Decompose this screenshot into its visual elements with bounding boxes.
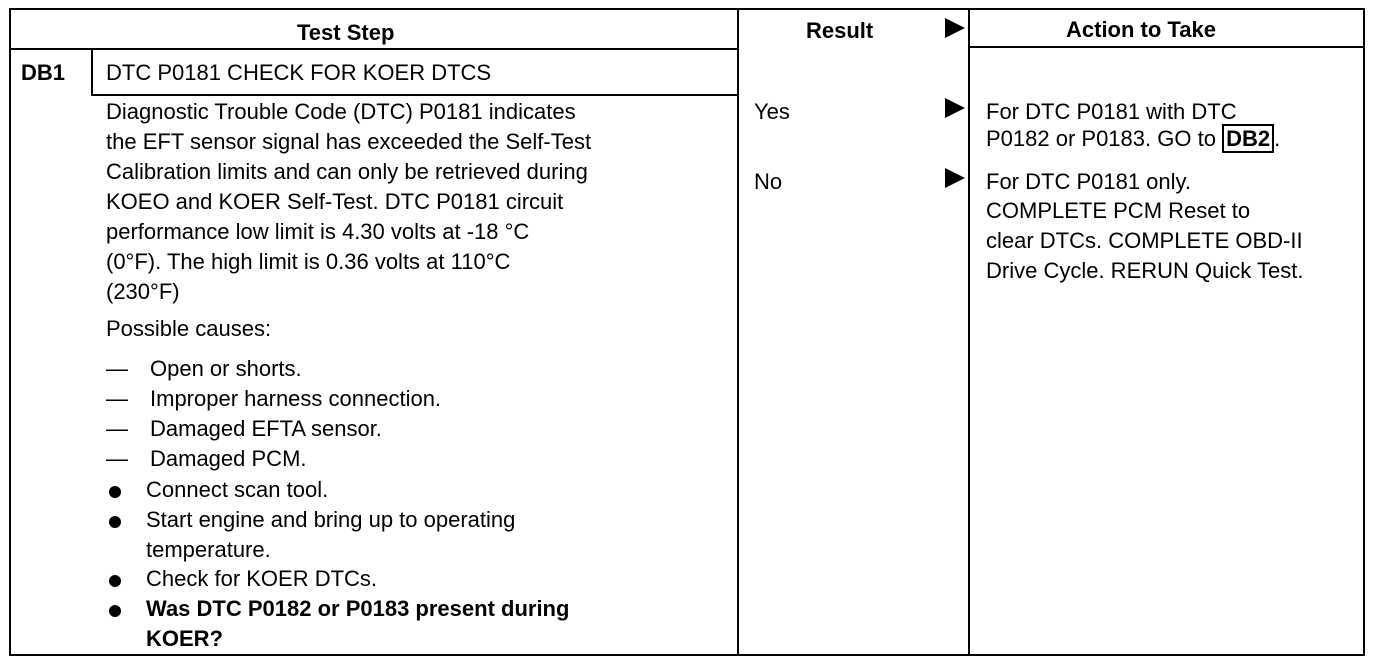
action-no-line: COMPLETE PCM Reset to — [986, 198, 1251, 223]
cause-item: Improper harness connection. — [150, 386, 442, 411]
bullet-icon — [109, 605, 121, 617]
header-divider-action — [969, 46, 1365, 48]
result-yes: Yes — [754, 99, 790, 124]
description-line: performance low limit is 4.30 volts at -18 °C — [106, 219, 530, 244]
cause-item: Damaged PCM. — [150, 446, 307, 471]
bullet-icon — [109, 575, 121, 587]
description-line: the EFT sensor signal has exceeded the Self-Test — [106, 129, 592, 154]
step-title-divider — [91, 94, 738, 96]
description-line: Calibration limits and can only be retrieved during — [106, 159, 588, 184]
header-action: Action to Take — [1066, 17, 1216, 42]
dash-icon: — — [106, 416, 128, 441]
header-test-step: Test Step — [297, 20, 395, 45]
action-yes-suffix: . — [1274, 126, 1281, 151]
result-no-arrow-icon — [945, 168, 965, 188]
possible-causes-label: Possible causes: — [106, 316, 272, 341]
cause-item: Damaged EFTA sensor. — [150, 416, 382, 441]
description-line: (230°F) — [106, 279, 180, 304]
description-line: Diagnostic Trouble Code (DTC) P0181 indicates — [106, 99, 576, 124]
action-no-line: For DTC P0181 only. — [986, 169, 1192, 194]
result-yes-arrow-icon — [945, 98, 965, 118]
question-item: Was DTC P0182 or P0183 present during — [146, 596, 570, 621]
action-yes-line: For DTC P0181 with DTC — [986, 99, 1237, 124]
instruction-item: Check for KOER DTCs. — [146, 566, 378, 591]
instruction-item: Connect scan tool. — [146, 477, 329, 502]
dash-icon: — — [106, 356, 128, 381]
step-id-divider — [91, 48, 93, 95]
description-line: KOEO and KOER Self-Test. DTC P0181 circuit — [106, 189, 564, 214]
step-title: DTC P0181 CHECK FOR KOER DTCS — [106, 60, 492, 85]
action-yes-text: P0182 or P0183. GO to — [986, 126, 1216, 151]
description-line: (0°F). The high limit is 0.36 volts at 110°C — [106, 249, 511, 274]
header-divider — [9, 48, 738, 50]
column-divider-step-result — [737, 8, 739, 656]
instruction-item: Start engine and bring up to operating — [146, 507, 516, 532]
cause-item: Open or shorts. — [150, 356, 302, 381]
step-id: DB1 — [21, 60, 66, 85]
column-divider-result-action — [968, 8, 970, 656]
dash-icon: — — [106, 446, 128, 471]
goto-db2-link[interactable]: DB2 — [1222, 124, 1274, 153]
action-yes-line — [986, 124, 1280, 154]
bullet-icon — [109, 516, 121, 528]
result-no: No — [754, 169, 783, 194]
bullet-icon — [109, 486, 121, 498]
header-result: Result — [806, 18, 874, 43]
action-no-line: Drive Cycle. RERUN Quick Test. — [986, 258, 1304, 283]
action-no-line: clear DTCs. COMPLETE OBD-II — [986, 228, 1303, 253]
header-arrow-icon — [945, 18, 965, 38]
dash-icon: — — [106, 386, 128, 411]
instruction-item-continued: temperature. — [146, 537, 271, 562]
question-item-continued: KOER? — [146, 626, 223, 651]
